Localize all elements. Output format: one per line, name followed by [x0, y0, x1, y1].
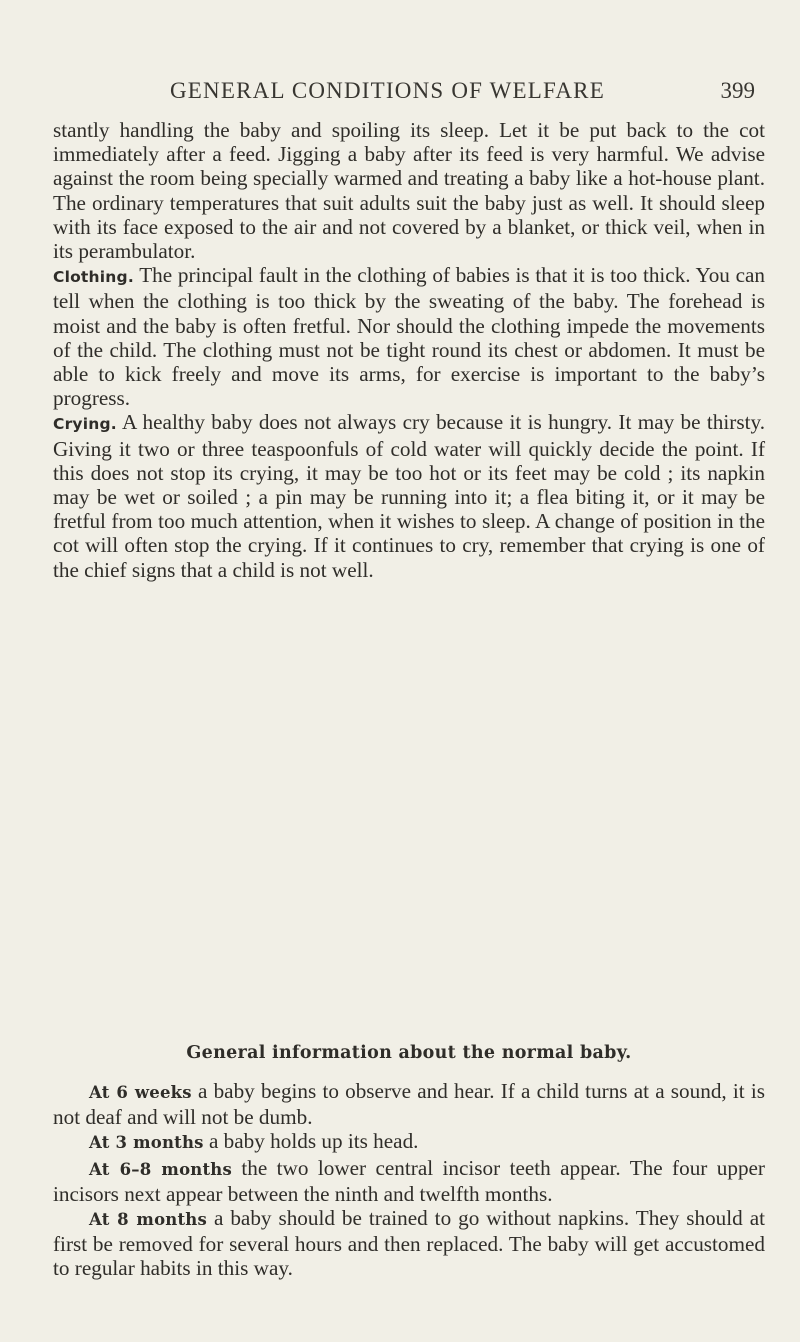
- clothing-text: The principal fault in the clothing of babies is that it is too thick. You can tell when the clothing is too thick by the sweating of the baby. The forehead is moist and the baby is often fretful. Nor should the clothing impede the movements of the child. The clothing must not be tight round its chest or abdomen. It must be able to kick freely and move its arms, for exercise is important to the baby’s progress.: [53, 263, 765, 411]
- milestone-age: At 6–8 months: [89, 1159, 232, 1179]
- milestone-text: a baby should be trained to go without napkins. They should at first be removed for several hours and then replaced. The baby will get accustomed to regular habits in this way.: [53, 1206, 766, 1281]
- paragraph-crying: [53, 410, 765, 581]
- chapter-title: GENERAL CONDITIONS OF WELFARE: [170, 78, 605, 103]
- milestone-item: [53, 1079, 765, 1129]
- running-head: [170, 78, 755, 104]
- paragraph-clothing: [53, 263, 765, 410]
- section-heading: General information about the normal baby.: [186, 1043, 632, 1063]
- milestone-list: [53, 1079, 765, 1281]
- milestone-age: At 3 months: [89, 1133, 204, 1153]
- crying-text: A healthy baby does not always cry because it is hungry. It may be thirsty. Giving it two or three teaspoonfuls of cold water will quickly decide the point. If this does not stop its crying, it may be too hot or its feet may be cold ; its napkin may be wet or soiled ; a pin may be running into it; a flea biting it, or it may be fretful from too much attention, when it wishes to sleep. A change of position in the cot will often stop the crying. If it continues to cry, remember that crying is one of the chief signs that a child is not well.: [53, 410, 765, 582]
- milestone-age: At 8 months: [89, 1210, 207, 1230]
- paragraph-sleep: stantly handling the baby and spoiling its sleep. Let it be put back to the cot immediately after a feed. Jigging a baby after its feed is very harmful. We advise against the room being specially warmed and treating a baby like a hot-house plant. The ordinary temperatures that suit adults suit the baby just as well. It should sleep with its face exposed to the air and not covered by a blanket, or thick veil, when in its perambulator.: [53, 118, 765, 264]
- page-number: 399: [720, 78, 755, 103]
- milestone-text: a baby begins to observe and hear. If a child turns at a sound, it is not deaf and will not be dumb.: [53, 1079, 765, 1130]
- milestone-item: [53, 1129, 765, 1155]
- milestone-text: the two lower central incisor teeth appear. The four upper incisors next appear between the ninth and twelfth months.: [53, 1155, 765, 1206]
- milestone-text: a baby holds up its head.: [203, 1129, 419, 1154]
- clothing-side-heading: Clothing.: [53, 268, 134, 287]
- crying-side-heading: Crying.: [53, 415, 117, 434]
- milestone-item: [53, 1206, 765, 1281]
- milestone-item: [53, 1156, 765, 1206]
- milestone-age: At 6 weeks: [89, 1083, 192, 1102]
- body-text: [53, 118, 765, 582]
